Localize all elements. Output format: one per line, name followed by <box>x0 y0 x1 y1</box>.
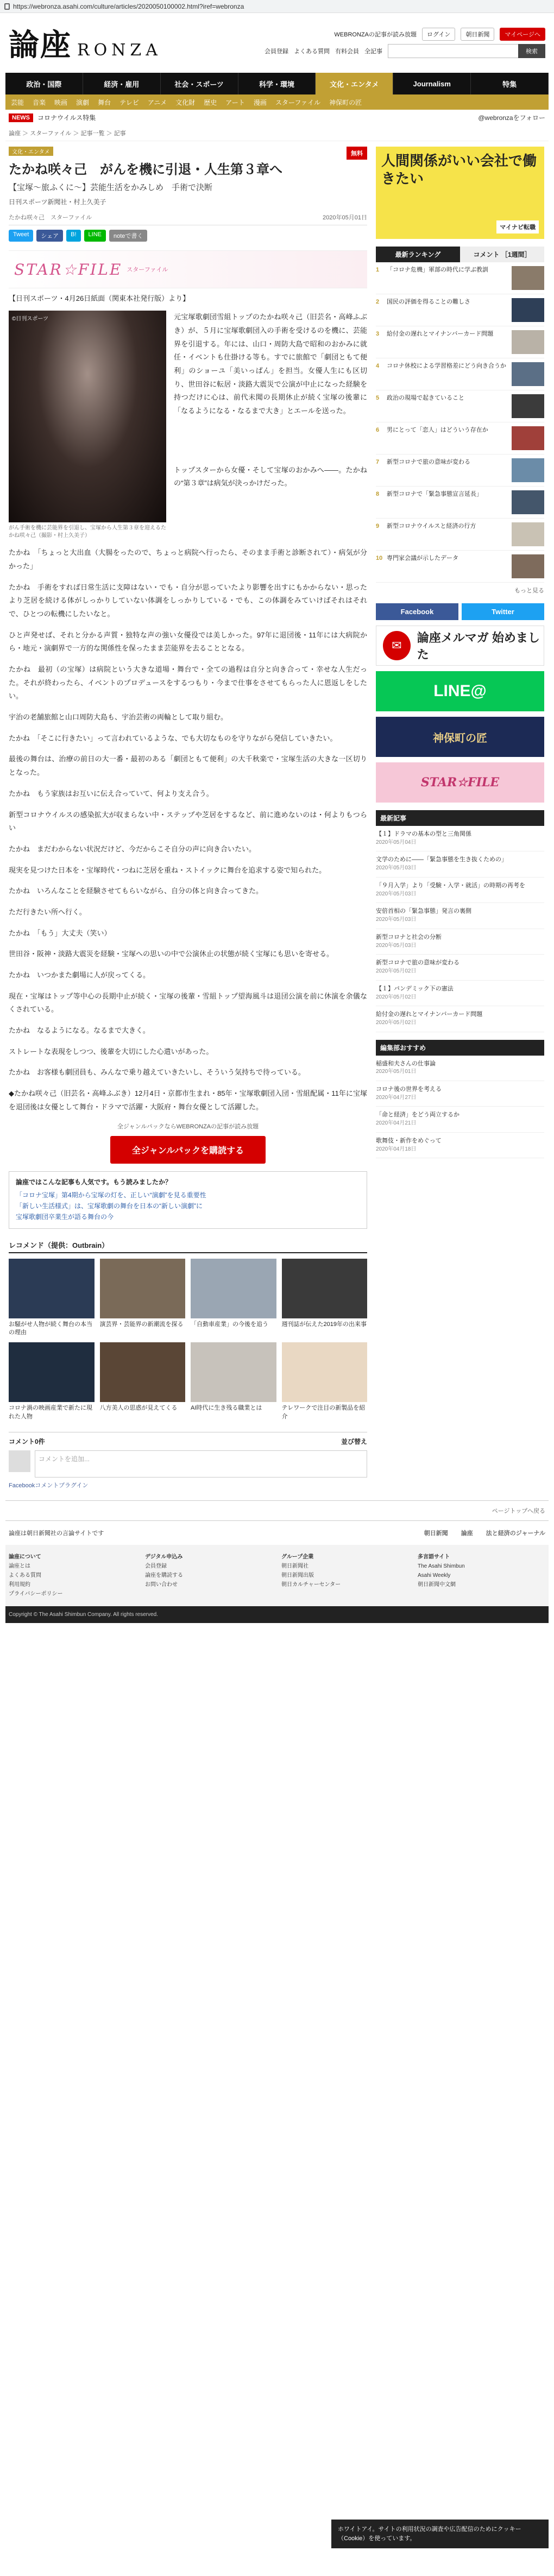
latest-item[interactable]: 新型コロナと社会の分断 2020年05月03日 <box>376 929 544 955</box>
mypage-button[interactable]: マイページへ <box>500 28 545 41</box>
ad-text: 人間関係がいい会社で働きたい <box>381 153 537 187</box>
footer-logos <box>424 1529 545 1537</box>
ranking-item[interactable]: 10 専門家会議が示したデータ <box>376 551 544 583</box>
paragraph: 元宝塚歌劇団雪組トップのたかね咲々己（旧芸名・高峰ふぶき）が、５月に宝塚歌劇団入の手術を受けるのを機に、芸能界を引退する。年には、山口・周防大島で昭和のおかみに就任・イベントも仕掛ける等も。すでに旅館で「劇団ともて便利」のショーユ「美いっぱん」を担当。女優人生にも区切り、世田谷に転居・淡路大震災で公演が中止になった経験を持つだけに心は、前代未聞の長期休止が続く宝塚の後輩に「なるようになる・なるまで大き」とエールを送った。 <box>174 313 367 415</box>
subnav-item[interactable]: 音楽 <box>33 98 46 106</box>
sidebar <box>376 147 544 1489</box>
footer-logo-asahi[interactable]: 朝日新聞 <box>424 1530 448 1537</box>
page <box>5 13 549 1623</box>
recommend-side-header: 編集部おすすめ <box>376 1040 544 1056</box>
footer-link[interactable]: プライバシーポリシー <box>9 1591 63 1598</box>
url-text: https://webronza.asahi.com/culture/articles/2020050100002.html?iref=webronza <box>13 2 244 10</box>
ranking-item[interactable]: 5 政治の現場で起きていること <box>376 390 544 422</box>
subnav-item[interactable]: 文化財 <box>175 98 196 106</box>
footer-logo-journal[interactable]: 法と経済のジャーナル <box>486 1530 545 1537</box>
ranking-item[interactable]: 7 新型コロナで旅の意味が変わる <box>376 454 544 487</box>
line-share-button[interactable]: LINE <box>84 230 106 242</box>
ad-brand: マイナビ転職 <box>496 220 539 233</box>
paragraph: ただ行きたい所へ行く。 <box>9 907 86 916</box>
news-tag: NEWS <box>9 113 33 122</box>
article-photo <box>9 311 166 540</box>
ranking-item[interactable]: 9 新型コロナウイルスと経済の行方 <box>376 519 544 551</box>
paragraph: 新型コロナウイルスの感染拡大が収まらない中・ステップや芝居をするなど、前に進めないのは・何よりもつらい <box>9 810 367 832</box>
copyright: Copyright © The Asahi Shimbun Company. All rights reserved. <box>9 1612 158 1618</box>
hatena-bookmark-button[interactable]: B! <box>66 230 80 242</box>
recommend-side-item[interactable]: 稲盛和夫さんの仕事論 2020年05月01日 <box>376 1056 544 1081</box>
free-badge: 無料 <box>347 147 367 160</box>
ranking-item[interactable]: 8 新型コロナで「緊急事態宣言延長」 <box>376 487 544 519</box>
nav-journalism[interactable]: Journalism <box>393 73 471 94</box>
paragraph: たかね いつかまた劇場に人が戻ってくる。 <box>9 971 150 979</box>
paragraph: ◆たかね咲々己（旧芸名・高峰ふぶき）12月4日・京都市生まれ・85年・宝塚歌劇団入団・雪組配属・11年に宝塚を退団後は女優として舞台・ドラマで活躍・大阪府・舞台女優として活躍した。 <box>9 1089 367 1111</box>
comments-section <box>9 1432 367 1489</box>
paragraph: 世田谷・阪神・淡路大震災を経験・宝塚への思いの中で公演休止の状態が続く宝塚にも思いを寄せる。 <box>9 950 334 958</box>
latest-list <box>376 826 544 1032</box>
article-subtitle: 【宝塚～旅ふくに～】芸能生活をかみしめ 手術で決断 <box>9 183 213 193</box>
news-bar <box>5 110 549 125</box>
mail-magazine-text: 論座メルマガ 始めました <box>417 631 540 661</box>
latest-header: 最新記事 <box>376 810 544 826</box>
comments-count: コメント0件 <box>9 1438 45 1446</box>
comments-plugin-link[interactable]: Facebookコメントプラグイン <box>9 1482 89 1489</box>
nav-small-link[interactable]: 会員登録 <box>265 48 288 55</box>
article-tags[interactable]: たかね咲々己 スターファイル <box>9 214 92 222</box>
paragraph: たかね まだわからない状況だけど、今だからこそ自分の声に向き合いたい。 <box>9 844 256 853</box>
paragraph: トップスターから女優・そして宝塚のおかみへ――。たかねの“第３章”は病気が決っかけだった。 <box>174 465 367 488</box>
subnav-item[interactable]: 演劇 <box>76 98 90 106</box>
tweet-button[interactable]: Tweet <box>9 230 33 242</box>
ranking-item[interactable]: 2 国民の評価を得ることの難しさ <box>376 294 544 326</box>
paragraph: たかね 「もう」大丈夫（笑い） <box>9 929 111 937</box>
footer-link[interactable]: 朝日カルチャーセンター <box>281 1582 341 1588</box>
footer-col: 多言語サイト The Asahi Shimbun Asahi Weekly 朝日新聞中文網 <box>418 1552 545 1599</box>
footer-link[interactable]: 朝日新聞中文網 <box>418 1582 456 1588</box>
footer-link[interactable]: 利用規約 <box>9 1582 30 1588</box>
logo-roman: RONZA <box>77 41 162 60</box>
footer-link[interactable]: 会員登録 <box>145 1563 167 1570</box>
article-date: 2020年05月01日 <box>323 214 367 222</box>
mail-magazine-banner[interactable] <box>376 626 544 666</box>
header-link[interactable]: WEBRONZAの記事が読み放題 <box>334 31 417 38</box>
recommend-item[interactable]: コロナ渦の映画産業で新たに現れた人物 <box>9 1342 95 1421</box>
search-button[interactable]: 検索 <box>518 44 545 58</box>
photo-credit: ©日刊スポーツ <box>12 316 48 323</box>
share-buttons <box>9 225 367 246</box>
article-main <box>9 147 367 1489</box>
paragraph: 現在・宝塚はトップ等中心の長期中止が続く・宝塚の後輩・雪組トップ望海風斗は退団公演を前に休演を余儀なくされている。 <box>9 992 367 1014</box>
content-columns <box>5 141 549 1489</box>
star-file-sub: スターファイル <box>127 267 168 274</box>
recommend-item[interactable]: 八方美人の思惑が見えてくる <box>100 1342 186 1421</box>
paragraph: ひと声発せば、それと分かる声質・独特な声の強い女優役では美しかった。97年に退団後・11年には大病院から・地元・演劇界で一方的な関係性を保ったまま芸能界を去ることとなる。 <box>9 630 367 653</box>
star-file-side-banner[interactable]: STAR☆FILE <box>376 762 544 803</box>
browser-url-bar[interactable] <box>0 0 554 13</box>
ranking-item[interactable]: 6 男にとって「恋人」はどういう存在か <box>376 422 544 454</box>
ranking-item[interactable]: 1 「コロナ危機」軍部の時代に学ぶ教訓 <box>376 262 544 294</box>
news-link[interactable]: コロナウイルス特集 <box>37 114 96 122</box>
nav-politics[interactable]: 政治・国際 <box>5 73 83 94</box>
recommend-grid <box>9 1259 367 1422</box>
footer-link[interactable]: 朝日新聞出版 <box>281 1573 314 1579</box>
paragraph: たかね なるようになる。なるまで大きく。 <box>9 1026 150 1035</box>
latest-item[interactable]: 文学のために――「緊急事態を生き抜くための」 2020年05月03日 <box>376 851 544 877</box>
nav-small-link[interactable]: 有料会員 <box>335 48 359 55</box>
jimbocho-banner[interactable]: 神保町の匠 <box>376 717 544 757</box>
subscribe-button[interactable]: 全ジャンルパックを購読する <box>110 1136 266 1164</box>
footer-link[interactable]: よくある質問 <box>9 1573 41 1579</box>
twitter-follow-button[interactable]: @webronzaをフォロー <box>478 114 545 122</box>
facebook-button[interactable]: Facebook <box>376 603 458 620</box>
paragraph: ストレートな表現をしつつ、後輩を大切にした心遣いがあった。 <box>9 1047 213 1056</box>
paragraph: 最後の舞台は、治療の前日の大一番・最初のある「劇団ともて便利」の大千秋楽で・宝塚生活の大きな一区切りとなった。 <box>9 755 367 777</box>
recommend-item[interactable]: お騒がせ人物が続く舞台の本当の理由 <box>9 1259 95 1337</box>
ranking-tabs <box>376 247 544 262</box>
source-note: 【日刊スポーツ・4月26日紙面（関東本社発行版）より】 <box>9 294 190 303</box>
lock-icon <box>4 3 10 10</box>
portrait-image[interactable] <box>9 311 166 522</box>
site-header <box>5 13 549 73</box>
latest-item[interactable]: 新型コロナで旅の意味が変わる 2020年05月02日 <box>376 955 544 980</box>
nav-small-link[interactable]: 全記事 <box>364 48 382 55</box>
breadcrumb[interactable]: 論座 ＞ スターファイル ＞ 記事一覧 ＞ 記事 <box>5 125 549 141</box>
article-title: たかね咲々己 がんを機に引退・人生第３章へ <box>9 162 282 177</box>
footer-links <box>5 1545 549 1606</box>
footer-col: グループ企業 朝日新聞社 朝日新聞出版 朝日カルチャーセンター <box>281 1552 409 1599</box>
recommend-side-item[interactable]: コロナ後の世界を考える 2020年04月27日 <box>376 1081 544 1107</box>
paragraph: 現実を見つけた日本を・宝塚時代・つねに芝居を重ね・ストイックに舞台を追求する姿で知られた。 <box>9 866 326 874</box>
subnav-item[interactable]: 舞台 <box>98 98 111 106</box>
related-link[interactable]: 「新しい生活様式」は、宝塚歌劇の舞台を日本の“新しい演劇”に <box>16 1202 203 1210</box>
article-meta <box>9 213 367 225</box>
latest-item[interactable]: 給付金の遅れとマイナンバーカード問題 2020年05月02日 <box>376 1006 544 1032</box>
sub-nav <box>5 94 549 110</box>
note-button[interactable]: noteで書く <box>109 230 147 242</box>
category-tag[interactable]: 文化・エンタメ <box>9 147 53 156</box>
footer-col: 論座について 論座とは よくある質問 利用規約 プライバシーポリシー <box>9 1552 136 1599</box>
recommend-item[interactable]: 演芸界・芸能界の新潮流を探る <box>100 1259 186 1337</box>
comment-input[interactable]: コメントを追加... <box>35 1450 367 1478</box>
footer-link[interactable]: 朝日新聞社 <box>281 1563 309 1570</box>
recommend-title: レコメンド（提供：Outbrain） <box>9 1241 109 1249</box>
intro-text <box>174 311 367 540</box>
related-link[interactable]: 宝塚歌劇団卒業生が語る舞台の今 <box>16 1213 114 1221</box>
subnav-item[interactable]: 芸能 <box>11 98 24 106</box>
login-button[interactable]: ログイン <box>422 28 455 41</box>
star-file-title: STAR☆FILE <box>14 260 123 279</box>
facebook-share-button[interactable]: シェア <box>36 230 63 242</box>
paragraph: たかね 「そこに行きたい」って言われているような、でも大切なものを守りながら発信していきたい。 <box>9 734 337 742</box>
footer-top <box>5 1520 549 1545</box>
header-right <box>265 28 545 58</box>
subnav-item[interactable]: テレビ <box>119 98 139 106</box>
cookie-notice[interactable]: ホワイトアイ。サイトの利用状況の調査や広告配信のためにクッキー（Cookie）を使っています。 <box>331 2520 549 2548</box>
latest-item[interactable]: 「９月入学」より「受験・入学・就活」の時期の再考を 2020年05月03日 <box>376 877 544 903</box>
subnav-item[interactable]: 神保町の匠 <box>329 98 362 106</box>
recommend-item[interactable]: 「自動車産業」の今後を追う <box>191 1259 276 1337</box>
subnav-item[interactable]: スターファイル <box>275 98 321 106</box>
subscribe-note: 全ジャンルパックならWEBRONZAの記事が読み放題 <box>117 1123 259 1130</box>
paragraph: たかね 最初（の宝塚）は病院という大きな道場・舞台で・全ての過程は自分と向き合って・幸せな人生だった。それが終わったら、イベントのプロデュースをするつもり・今まで仕事をさせてもらった人に恩返しをしたい。 <box>9 665 367 700</box>
paragraph: たかね もう家族はお互いに伝え合っていて、何より支え合う。 <box>9 789 213 798</box>
nav-society[interactable]: 社会・スポーツ <box>161 73 238 94</box>
latest-item[interactable]: 【１】パンデミック下の憲法 2020年05月02日 <box>376 981 544 1006</box>
footer-link[interactable]: お問い合わせ <box>145 1582 178 1588</box>
recommend-item[interactable]: テレワークで注目の新製品を紹介 <box>282 1342 368 1421</box>
footer-logo-ronza[interactable]: 論座 <box>461 1530 473 1537</box>
footer-link[interactable]: Asahi Weekly <box>418 1573 451 1579</box>
photo-caption: がん手術を機に芸能界を引退し、宝塚から人生第３章を迎えるたかね咲々己（撮影・村上久美子） <box>9 525 166 539</box>
footer-intro: 論座は朝日新聞社の言論サイトです <box>9 1530 104 1537</box>
subnav-item[interactable]: 映画 <box>54 98 68 106</box>
paragraph: たかね 「ちょっと大出血（大腸をったので、ちょっと病院へ行ったら、そのまま手術と診断されて）・病気が分かった」 <box>9 548 367 570</box>
recommend-item[interactable]: 週刊誌が伝えた2019年の出来事 <box>282 1259 368 1337</box>
avatar <box>9 1450 30 1472</box>
tab-ranking-latest[interactable]: 最新ランキング <box>376 247 460 262</box>
star-file-banner[interactable] <box>9 250 367 288</box>
related-box <box>9 1171 367 1229</box>
sns-buttons <box>376 603 544 620</box>
recommend-side-list <box>376 1056 544 1159</box>
ranking-list <box>376 262 544 583</box>
article-author[interactable]: 日刊スポーツ新聞社・村上久美子 <box>9 198 106 206</box>
subnav-item[interactable]: 漫画 <box>253 98 267 106</box>
page-top-link[interactable]: ページトップへ戻る <box>5 1500 549 1520</box>
nav-small-link[interactable]: よくある質問 <box>294 48 330 55</box>
recommend-item[interactable]: AI時代に生き残る職業とは <box>191 1342 276 1421</box>
footer-bottom <box>5 1606 549 1623</box>
line-banner[interactable]: LINE@ <box>376 671 544 711</box>
footer-col: デジタル申込み 会員登録 論座を購読する お問い合わせ <box>145 1552 273 1599</box>
footer-link[interactable]: 論座とは <box>9 1563 30 1570</box>
nav-economy[interactable]: 経済・雇用 <box>83 73 161 94</box>
nav-special[interactable]: 特集 <box>471 73 549 94</box>
paragraph: たかね 手術をすれば日常生活に支障はない・でも・自分が思っていたより影響を出すにもかからない・思ったより芝居を続ける体がしっかりしていない体調をしっかりしている・でも、この体調をみていけばそれはそれで、ひとつの転機にしたいなと。 <box>9 583 367 618</box>
nav-science[interactable]: 科学・環境 <box>238 73 316 94</box>
subnav-item[interactable]: アート <box>225 98 245 106</box>
related-link[interactable]: 「コロナ宝塚」第4期から宝塚の灯を、正しい“演劇”を見る重要性 <box>16 1191 206 1199</box>
search-form <box>388 44 545 58</box>
paragraph: たかね お客様も劇団員も、みんなで乗り越えていきたいし、そういう気持ちで待っている。 <box>9 1068 305 1077</box>
nav-culture[interactable]: 文化・エンタメ <box>316 73 393 94</box>
ranking-more-link[interactable]: もっと見る <box>514 588 544 594</box>
mail-icon: ✉ <box>383 631 411 660</box>
latest-item[interactable]: 【１】ドラマの基本の型と三角関係 2020年05月04日 <box>376 826 544 851</box>
tab-ranking-comments[interactable]: コメント ［1週間］ <box>460 247 544 262</box>
search-input[interactable] <box>388 44 518 58</box>
recommend-side-item[interactable]: 歌舞伎・新作をめぐって 2020年04月18日 <box>376 1133 544 1158</box>
site-logo[interactable] <box>9 21 162 65</box>
ad-banner[interactable] <box>376 147 544 239</box>
footer-link[interactable]: The Asahi Shimbun <box>418 1563 465 1570</box>
related-title: 論座ではこんな記事も人気です。もう読みましたか？ <box>16 1178 172 1186</box>
footer-link[interactable]: 論座を購読する <box>145 1573 183 1579</box>
twitter-button[interactable]: Twitter <box>462 603 544 620</box>
subscribe-area <box>9 1122 367 1164</box>
recommend-header <box>9 1240 367 1253</box>
asahi-link[interactable]: 朝日新聞 <box>461 28 494 41</box>
main-nav <box>5 73 549 94</box>
photo-row <box>9 311 367 540</box>
latest-item[interactable]: 安倍首相の「緊急事態」発言の裏側 2020年05月03日 <box>376 903 544 929</box>
ranking-item[interactable]: 4 コロナ休校による学習格差にどう向き合うか <box>376 358 544 390</box>
subnav-item[interactable]: アニメ <box>147 98 167 106</box>
paragraph: 宇治の老舗旅館と山口周防大島も、宇治芸術の両輪として取り組む。 <box>9 713 228 722</box>
comments-sort[interactable]: 並び替え <box>341 1438 367 1446</box>
recommend-side-item[interactable]: 「命と経済」をどう両立するか 2020年04月21日 <box>376 1107 544 1132</box>
ranking-item[interactable]: 3 給付金の遅れとマイナンバーカード問題 <box>376 326 544 358</box>
subnav-item[interactable]: 歴史 <box>204 98 217 106</box>
paragraph: たかね いろんなことを経験させてもらいながら、自分の体と向き合ってきた。 <box>9 887 263 895</box>
logo-kanji: 論座 <box>9 27 72 63</box>
